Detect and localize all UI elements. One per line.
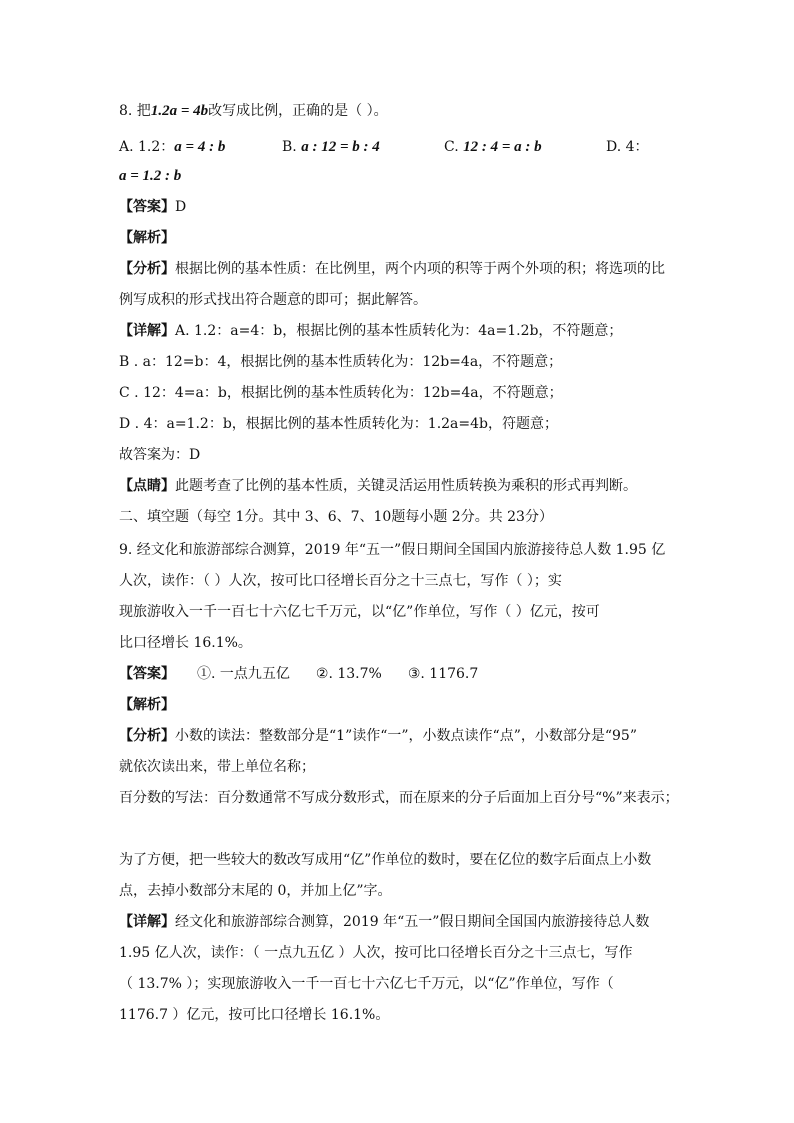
option-b-math: a : 12 = b : 4 bbox=[301, 139, 380, 155]
q8-final-answer: 故答案为：D bbox=[119, 447, 201, 463]
q8-fenxi-line1 bbox=[119, 259, 665, 279]
q9-line4: 比口径增长 16.1%。 bbox=[119, 635, 252, 651]
q8-detail-a bbox=[119, 321, 622, 341]
q8-option-d bbox=[606, 137, 649, 157]
q8-analysis-tag: 【解析】 bbox=[119, 230, 175, 246]
q9-detail-line2: 1.95 亿人次，读作：（ 一点九五亿 ）人次，按可比口径增长百分之十三点七，写作 bbox=[119, 945, 633, 961]
q9-fenxi-line1 bbox=[119, 726, 637, 746]
q8-stem-suffix: 改写成比例，正确的是（ ）。 bbox=[208, 103, 388, 119]
q9-analysis-tag: 【解析】 bbox=[119, 697, 175, 713]
option-c-math: 12 : 4 = a : b bbox=[463, 139, 542, 155]
answer-2: ②. 13.7% bbox=[315, 666, 382, 682]
fenxi-text: 小数的读法：整数部分是“1”读作“一”，小数点读作“点”，小数部分是“95” bbox=[175, 728, 637, 744]
answer-tag: 【答案】 bbox=[119, 666, 175, 682]
fenxi-text: 根据比例的基本性质：在比例里，两个内项的积等于两个外项的积；将选项的比 bbox=[175, 261, 665, 277]
q9-fenxi-line5: 点，去掉小数部分末尾的 0，并加上亿”字。 bbox=[119, 883, 392, 899]
detail-a-text: A. 1.2：a=4：b，根据比例的基本性质转化为：4a=1.2b，不符题意； bbox=[175, 323, 623, 339]
q9-detail-line4: 1176.7 ）亿元，按可比口径增长 16.1%。 bbox=[119, 1007, 390, 1023]
q8-stem-prefix: 8. 把 bbox=[119, 103, 151, 119]
q8-dianjing bbox=[119, 476, 637, 496]
option-d-label: D. 4： bbox=[606, 139, 649, 155]
option-a-math: a = 4 : b bbox=[174, 139, 226, 155]
q8-option-a bbox=[119, 137, 225, 157]
section-2-title: 二、填空题（每空 1分。其中 3、6、7、10题每小题 2分。共 23分） bbox=[119, 509, 553, 525]
q8-answer bbox=[119, 197, 186, 217]
option-b-label: B. bbox=[282, 139, 297, 155]
q9-detail-line3: （ 13.7% ）；实现旅游收入一千一百七十六亿七千万元，以“亿”作单位，写作（ bbox=[119, 976, 614, 992]
xiangjie-tag: 【详解】 bbox=[119, 914, 175, 930]
q9-answer bbox=[119, 664, 478, 684]
answer-1: ①. 一点九五亿 bbox=[197, 666, 290, 682]
dianjing-text: 此题考查了比例的基本性质，关键灵活运用性质转换为乘积的形式再判断。 bbox=[175, 478, 637, 494]
option-d-math: a = 1.2 : b bbox=[119, 168, 182, 184]
q9-line3: 现旅游收入一千一百七十六亿七千万元，以“亿”作单位，写作（ ）亿元，按可 bbox=[119, 604, 600, 620]
xiangjie-tag: 【详解】 bbox=[119, 323, 175, 339]
fenxi-tag: 【分析】 bbox=[119, 261, 175, 277]
q9-line1: 9. 经文化和旅游部综合测算，2019 年“五一”假日期间全国国内旅游接待总人数 1.95 亿 bbox=[119, 542, 666, 558]
q8-option-b bbox=[282, 137, 380, 157]
q8-stem bbox=[119, 101, 388, 121]
q8-fenxi-line2: 例写成积的形式找出符合题意的即可；据此解答。 bbox=[119, 292, 427, 308]
q9-detail-line1 bbox=[119, 912, 649, 932]
answer-3: ③. 1176.7 bbox=[407, 666, 479, 682]
q8-option-c bbox=[444, 137, 542, 157]
option-c-label: C. bbox=[444, 139, 459, 155]
q9-fenxi-line4: 为了方便，把一些较大的数改写成用“亿”作单位的数时，要在亿位的数字后面点上小数 bbox=[119, 852, 652, 868]
fenxi-tag: 【分析】 bbox=[119, 728, 175, 744]
q8-option-d-cont bbox=[119, 166, 181, 186]
answer-value: D bbox=[175, 199, 187, 215]
dianjing-tag: 【点睛】 bbox=[119, 478, 175, 494]
option-a-label: A. 1.2： bbox=[119, 139, 175, 155]
q8-detail-c: C . 12：4=a：b，根据比例的基本性质转化为：12b=4a，不符题意； bbox=[119, 385, 563, 401]
detail-text: 经文化和旅游部综合测算，2019 年“五一”假日期间全国国内旅游接待总人数 bbox=[175, 914, 650, 930]
q8-stem-equation: 1.2a = 4b bbox=[150, 103, 209, 119]
q8-detail-d: D . 4：a=1.2：b，根据比例的基本性质转化为：1.2a=4b，符题意； bbox=[119, 416, 558, 432]
answer-tag: 【答案】 bbox=[119, 199, 175, 215]
q9-fenxi-line3: 百分数的写法：百分数通常不写成分数形式，而在原来的分子后面加上百分号“%”来表示； bbox=[119, 790, 679, 806]
q9-fenxi-line2: 就依次读出来，带上单位名称； bbox=[119, 759, 315, 775]
q9-line2: 人次，读作：（ ）人次，按可比口径增长百分之十三点七，写作（ ）；实 bbox=[119, 573, 562, 589]
q8-detail-b: B . a：12=b：4，根据比例的基本性质转化为：12b=4a，不符题意； bbox=[119, 354, 563, 370]
